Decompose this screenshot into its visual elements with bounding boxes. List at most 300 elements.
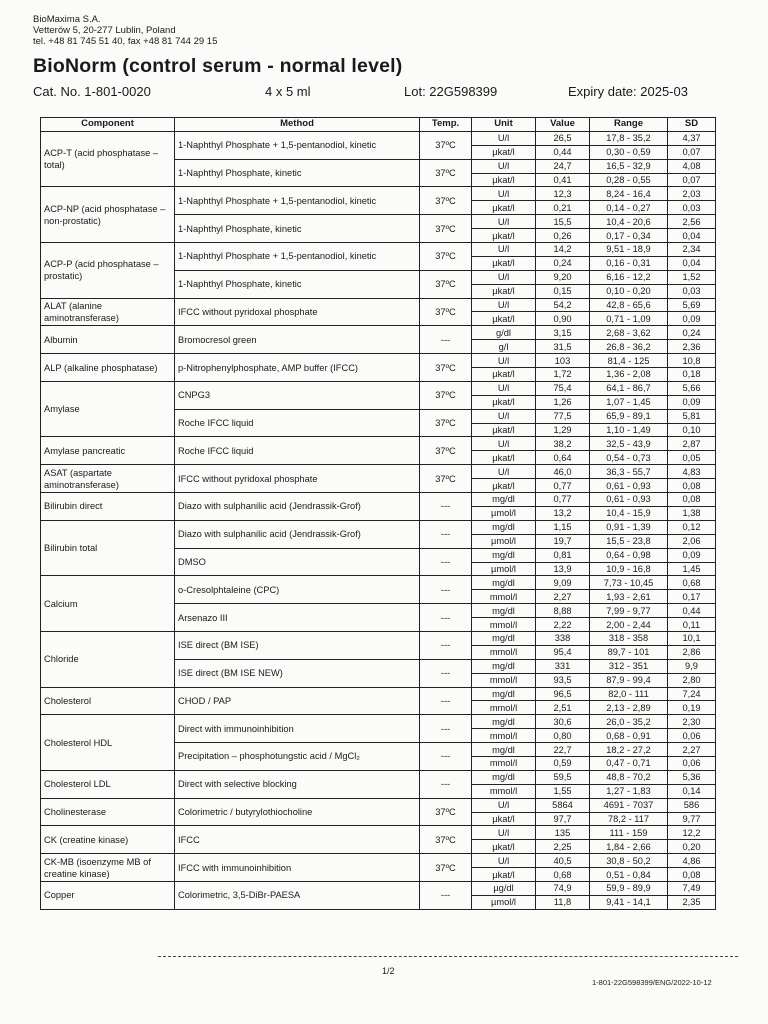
sd-cell: 0,06 [668,756,716,770]
component-name: Cholesterol [41,687,175,715]
table-row [41,493,716,507]
unit-cell: µg/dl [472,881,536,895]
unit-cell: mg/dl [472,548,536,562]
sd-cell: 0,09 [668,312,716,326]
method-name: IFCC [175,826,420,854]
value-cell: 5864 [536,798,590,812]
range-cell: 87,9 - 99,4 [590,673,668,687]
range-cell: 1,27 - 1,83 [590,784,668,798]
sd-cell: 5,36 [668,770,716,784]
unit-cell: µkat/l [472,451,536,465]
temperature: 37ºC [420,354,472,382]
sd-cell: 0,14 [668,784,716,798]
temperature: --- [420,548,472,576]
sd-cell: 586 [668,798,716,812]
temperature: --- [420,326,472,354]
temperature: 37ºC [420,854,472,882]
value-cell: 13,2 [536,506,590,520]
header-temp: Temp. [420,118,472,132]
value-cell: 0,21 [536,201,590,215]
method-name: 1-Naphthyl Phosphate + 1,5-pentanodiol, kinetic [175,187,420,215]
value-cell: 22,7 [536,743,590,757]
company-block [33,14,217,47]
method-name: Bromocresol green [175,326,420,354]
component-name: Copper [41,881,175,909]
unit-cell: U/l [472,159,536,173]
unit-cell: µkat/l [472,145,536,159]
component-name: CK-MB (isoenzyme MB of creatine kinase) [41,854,175,882]
unit-cell: U/l [472,826,536,840]
sd-cell: 4,83 [668,465,716,479]
value-cell: 26,5 [536,131,590,145]
unit-cell: U/l [472,354,536,368]
sd-cell: 2,87 [668,437,716,451]
sd-cell: 0,07 [668,145,716,159]
sd-cell: 0,03 [668,284,716,298]
unit-cell: µkat/l [472,868,536,882]
range-cell: 6,16 - 12,2 [590,270,668,284]
value-cell: 331 [536,659,590,673]
range-cell: 8,24 - 16,4 [590,187,668,201]
value-cell: 11,8 [536,895,590,909]
unit-cell: U/l [472,854,536,868]
method-name: Diazo with sulphanilic acid (Jendrassik-Grof) [175,493,420,521]
value-cell: 31,5 [536,340,590,354]
table-row [41,298,716,312]
method-name: IFCC with immunoinhibition [175,854,420,882]
header-sd: SD [668,118,716,132]
range-cell: 7,99 - 9,77 [590,604,668,618]
table-row [41,826,716,840]
value-cell: 1,55 [536,784,590,798]
unit-cell: mg/dl [472,659,536,673]
component-name: Amylase [41,381,175,437]
method-name: 1-Naphthyl Phosphate, kinetic [175,159,420,187]
value-cell: 1,72 [536,368,590,382]
sd-cell: 0,04 [668,256,716,270]
range-cell: 9,41 - 14,1 [590,895,668,909]
method-name: Roche IFCC liquid [175,437,420,465]
range-cell: 26,8 - 36,2 [590,340,668,354]
sd-cell: 0,03 [668,201,716,215]
unit-cell: µkat/l [472,173,536,187]
header-component: Component [41,118,175,132]
unit-cell: µmol/l [472,895,536,909]
value-cell: 95,4 [536,645,590,659]
range-cell: 4691 - 7037 [590,798,668,812]
control-values-table [40,117,716,910]
value-cell: 2,25 [536,840,590,854]
unit-cell: U/l [472,131,536,145]
table-row [41,770,716,784]
sd-cell: 0,17 [668,590,716,604]
range-cell: 1,36 - 2,08 [590,368,668,382]
range-cell: 0,14 - 0,27 [590,201,668,215]
catalog-number: Cat. No. 1-801-0020 [33,84,151,99]
sd-cell: 2,34 [668,243,716,257]
range-cell: 26,0 - 35,2 [590,715,668,729]
method-name: 1-Naphthyl Phosphate, kinetic [175,270,420,298]
value-cell: 8,88 [536,604,590,618]
value-cell: 0,44 [536,145,590,159]
temperature: --- [420,770,472,798]
unit-cell: mg/dl [472,687,536,701]
value-cell: 2,27 [536,590,590,604]
sd-cell: 10,8 [668,354,716,368]
method-name: Colorimetric, 3,5-DiBr-PAESA [175,881,420,909]
range-cell: 2,13 - 2,89 [590,701,668,715]
method-name: o-Cresolphtaleine (CPC) [175,576,420,604]
range-cell: 10,4 - 15,9 [590,506,668,520]
value-cell: 77,5 [536,409,590,423]
table-row [41,631,716,645]
range-cell: 81,4 - 125 [590,354,668,368]
range-cell: 318 - 358 [590,631,668,645]
range-cell: 59,9 - 89,9 [590,881,668,895]
unit-cell: mg/dl [472,743,536,757]
sd-cell: 2,06 [668,534,716,548]
sd-cell: 0,20 [668,840,716,854]
range-cell: 42,8 - 65,6 [590,298,668,312]
header-value: Value [536,118,590,132]
value-cell: 13,9 [536,562,590,576]
component-name: Cholesterol HDL [41,715,175,771]
table-row [41,326,716,340]
value-cell: 12,3 [536,187,590,201]
value-cell: 54,2 [536,298,590,312]
range-cell: 0,68 - 0,91 [590,729,668,743]
sd-cell: 0,08 [668,868,716,882]
header-unit: Unit [472,118,536,132]
table-row [41,354,716,368]
value-cell: 96,5 [536,687,590,701]
unit-cell: µkat/l [472,229,536,243]
range-cell: 7,73 - 10,45 [590,576,668,590]
unit-cell: U/l [472,298,536,312]
temperature: 37ºC [420,131,472,159]
unit-cell: mmol/l [472,729,536,743]
value-cell: 14,2 [536,243,590,257]
temperature: 37ºC [420,187,472,215]
method-name: ISE direct (BM ISE) [175,631,420,659]
method-name: CNPG3 [175,381,420,409]
header-range: Range [590,118,668,132]
range-cell: 17,8 - 35,2 [590,131,668,145]
unit-cell: U/l [472,215,536,229]
table-row [41,798,716,812]
range-cell: 0,10 - 0,20 [590,284,668,298]
footer-divider [158,956,738,957]
sd-cell: 0,09 [668,548,716,562]
value-cell: 40,5 [536,854,590,868]
unit-cell: µkat/l [472,284,536,298]
sd-cell: 0,11 [668,618,716,632]
unit-cell: µmol/l [472,562,536,576]
document-reference: 1-801-22G598399/ENG/2022-10-12 [592,978,712,987]
lot-number: Lot: 22G598399 [404,84,498,99]
range-cell: 1,10 - 1,49 [590,423,668,437]
sd-cell: 4,86 [668,854,716,868]
table-row [41,576,716,590]
unit-cell: µkat/l [472,201,536,215]
unit-cell: µkat/l [472,812,536,826]
unit-cell: U/l [472,270,536,284]
temperature: 37ºC [420,409,472,437]
value-cell: 0,68 [536,868,590,882]
document-title: BioNorm (control serum - normal level) [33,55,403,77]
component-name: Cholinesterase [41,798,175,826]
value-cell: 1,26 [536,395,590,409]
value-cell: 1,29 [536,423,590,437]
sd-cell: 0,24 [668,326,716,340]
component-name: ALP (alkaline phosphatase) [41,354,175,382]
value-cell: 0,64 [536,451,590,465]
expiry-date: Expiry date: 2025-03 [568,84,688,99]
unit-cell: mmol/l [472,756,536,770]
value-cell: 59,5 [536,770,590,784]
sd-cell: 0,08 [668,493,716,507]
unit-cell: µkat/l [472,256,536,270]
component-name: Bilirubin direct [41,493,175,521]
method-name: Arsenazo III [175,604,420,632]
unit-cell: mg/dl [472,604,536,618]
unit-cell: mg/dl [472,520,536,534]
value-cell: 0,24 [536,256,590,270]
range-cell: 0,91 - 1,39 [590,520,668,534]
unit-cell: mmol/l [472,673,536,687]
pack-size: 4 x 5 ml [265,84,311,99]
value-cell: 30,6 [536,715,590,729]
range-cell: 78,2 - 117 [590,812,668,826]
value-cell: 38,2 [536,437,590,451]
method-name: p-Nitrophenylphosphate, AMP buffer (IFCC) [175,354,420,382]
unit-cell: mmol/l [472,701,536,715]
range-cell: 0,30 - 0,59 [590,145,668,159]
method-name: CHOD / PAP [175,687,420,715]
temperature: 37ºC [420,215,472,243]
value-cell: 15,5 [536,215,590,229]
sd-cell: 2,56 [668,215,716,229]
range-cell: 0,71 - 1,09 [590,312,668,326]
method-name: ISE direct (BM ISE NEW) [175,659,420,687]
range-cell: 0,17 - 0,34 [590,229,668,243]
range-cell: 2,00 - 2,44 [590,618,668,632]
unit-cell: U/l [472,381,536,395]
unit-cell: U/l [472,243,536,257]
value-cell: 46,0 [536,465,590,479]
company-name: BioMaxima S.A. [33,14,101,25]
temperature: 37ºC [420,298,472,326]
component-name: Chloride [41,631,175,687]
range-cell: 1,07 - 1,45 [590,395,668,409]
method-name: Colorimetric / butyrylothiocholine [175,798,420,826]
value-cell: 135 [536,826,590,840]
sd-cell: 5,81 [668,409,716,423]
company-contact: tel. +48 81 745 51 40, fax +48 81 744 29 15 [33,36,218,47]
header-method: Method [175,118,420,132]
sd-cell: 2,27 [668,743,716,757]
unit-cell: U/l [472,409,536,423]
range-cell: 0,61 - 0,93 [590,479,668,493]
method-name: IFCC without pyridoxal phosphate [175,465,420,493]
value-cell: 0,77 [536,493,590,507]
method-name: Direct with immunoinhibition [175,715,420,743]
value-cell: 3,15 [536,326,590,340]
value-cell: 97,7 [536,812,590,826]
temperature: 37ºC [420,381,472,409]
value-cell: 75,4 [536,381,590,395]
table-row [41,687,716,701]
value-cell: 2,22 [536,618,590,632]
range-cell: 10,9 - 16,8 [590,562,668,576]
component-name: Amylase pancreatic [41,437,175,465]
range-cell: 312 - 351 [590,659,668,673]
unit-cell: µkat/l [472,479,536,493]
range-cell: 0,28 - 0,55 [590,173,668,187]
unit-cell: U/l [472,187,536,201]
sd-cell: 1,45 [668,562,716,576]
sd-cell: 0,08 [668,479,716,493]
range-cell: 64,1 - 86,7 [590,381,668,395]
sd-cell: 2,86 [668,645,716,659]
sd-cell: 12,2 [668,826,716,840]
method-name: IFCC without pyridoxal phosphate [175,298,420,326]
unit-cell: mmol/l [472,590,536,604]
unit-cell: mg/dl [472,576,536,590]
sd-cell: 0,19 [668,701,716,715]
temperature: --- [420,576,472,604]
table-row [41,465,716,479]
table-row [41,437,716,451]
range-cell: 65,9 - 89,1 [590,409,668,423]
value-cell: 9,09 [536,576,590,590]
unit-cell: g/dl [472,326,536,340]
sd-cell: 4,37 [668,131,716,145]
method-name: Diazo with sulphanilic acid (Jendrassik-Grof) [175,520,420,548]
component-name: Albumin [41,326,175,354]
component-name: ASAT (aspartate aminotransferase) [41,465,175,493]
value-cell: 74,9 [536,881,590,895]
range-cell: 0,51 - 0,84 [590,868,668,882]
method-name: Precipitation – phosphotungstic acid / MgCl₂ [175,743,420,771]
component-name: Cholesterol LDL [41,770,175,798]
table-header-row [41,118,716,132]
range-cell: 10,4 - 20,6 [590,215,668,229]
range-cell: 32,5 - 43,9 [590,437,668,451]
unit-cell: U/l [472,798,536,812]
company-address: Vetterów 5, 20-277 Lublin, Poland [33,25,176,36]
sd-cell: 0,05 [668,451,716,465]
sd-cell: 0,07 [668,173,716,187]
method-name: 1-Naphthyl Phosphate + 1,5-pentanodiol, kinetic [175,243,420,271]
range-cell: 48,8 - 70,2 [590,770,668,784]
value-cell: 9,20 [536,270,590,284]
temperature: 37ºC [420,798,472,826]
sd-cell: 5,66 [668,381,716,395]
sd-cell: 0,12 [668,520,716,534]
range-cell: 36,3 - 55,7 [590,465,668,479]
table-row [41,187,716,201]
sd-cell: 7,49 [668,881,716,895]
sd-cell: 9,77 [668,812,716,826]
range-cell: 0,54 - 0,73 [590,451,668,465]
component-name: ALAT (alanine aminotransferase) [41,298,175,326]
sd-cell: 0,06 [668,729,716,743]
sd-cell: 2,03 [668,187,716,201]
sd-cell: 0,18 [668,368,716,382]
table-row [41,381,716,395]
unit-cell: mg/dl [472,715,536,729]
range-cell: 1,84 - 2,66 [590,840,668,854]
value-cell: 0,59 [536,756,590,770]
value-cell: 24,7 [536,159,590,173]
range-cell: 89,7 - 101 [590,645,668,659]
table-row [41,854,716,868]
component-name: ACP-NP (acid phosphatase – non-prostatic) [41,187,175,243]
sd-cell: 0,04 [668,229,716,243]
method-name: Direct with selective blocking [175,770,420,798]
unit-cell: U/l [472,437,536,451]
unit-cell: µkat/l [472,312,536,326]
range-cell: 111 - 159 [590,826,668,840]
unit-cell: U/l [472,465,536,479]
range-cell: 0,64 - 0,98 [590,548,668,562]
method-name: Roche IFCC liquid [175,409,420,437]
unit-cell: mg/dl [472,770,536,784]
sd-cell: 4,08 [668,159,716,173]
value-cell: 103 [536,354,590,368]
value-cell: 93,5 [536,673,590,687]
value-cell: 0,77 [536,479,590,493]
sd-cell: 2,35 [668,895,716,909]
value-cell: 1,15 [536,520,590,534]
range-cell: 0,16 - 0,31 [590,256,668,270]
temperature: 37ºC [420,826,472,854]
value-cell: 338 [536,631,590,645]
unit-cell: µkat/l [472,395,536,409]
page-number: 1/2 [382,966,395,976]
component-name: Bilirubin total [41,520,175,576]
sd-cell: 2,30 [668,715,716,729]
sd-cell: 5,69 [668,298,716,312]
component-name: CK (creatine kinase) [41,826,175,854]
temperature: --- [420,743,472,771]
value-cell: 0,80 [536,729,590,743]
table-row [41,131,716,145]
unit-cell: µmol/l [472,506,536,520]
range-cell: 2,68 - 3,62 [590,326,668,340]
temperature: 37ºC [420,243,472,271]
range-cell: 0,47 - 0,71 [590,756,668,770]
sd-cell: 7,24 [668,687,716,701]
temperature: 37ºC [420,159,472,187]
sd-cell: 0,44 [668,604,716,618]
value-cell: 0,15 [536,284,590,298]
unit-cell: g/l [472,340,536,354]
unit-cell: µkat/l [472,423,536,437]
temperature: --- [420,687,472,715]
unit-cell: µkat/l [472,368,536,382]
range-cell: 18,2 - 27,2 [590,743,668,757]
value-cell: 2,51 [536,701,590,715]
unit-cell: mmol/l [472,784,536,798]
unit-cell: µmol/l [472,534,536,548]
sd-cell: 2,36 [668,340,716,354]
unit-cell: mg/dl [472,493,536,507]
sd-cell: 1,52 [668,270,716,284]
component-name: Calcium [41,576,175,632]
range-cell: 9,51 - 18,9 [590,243,668,257]
